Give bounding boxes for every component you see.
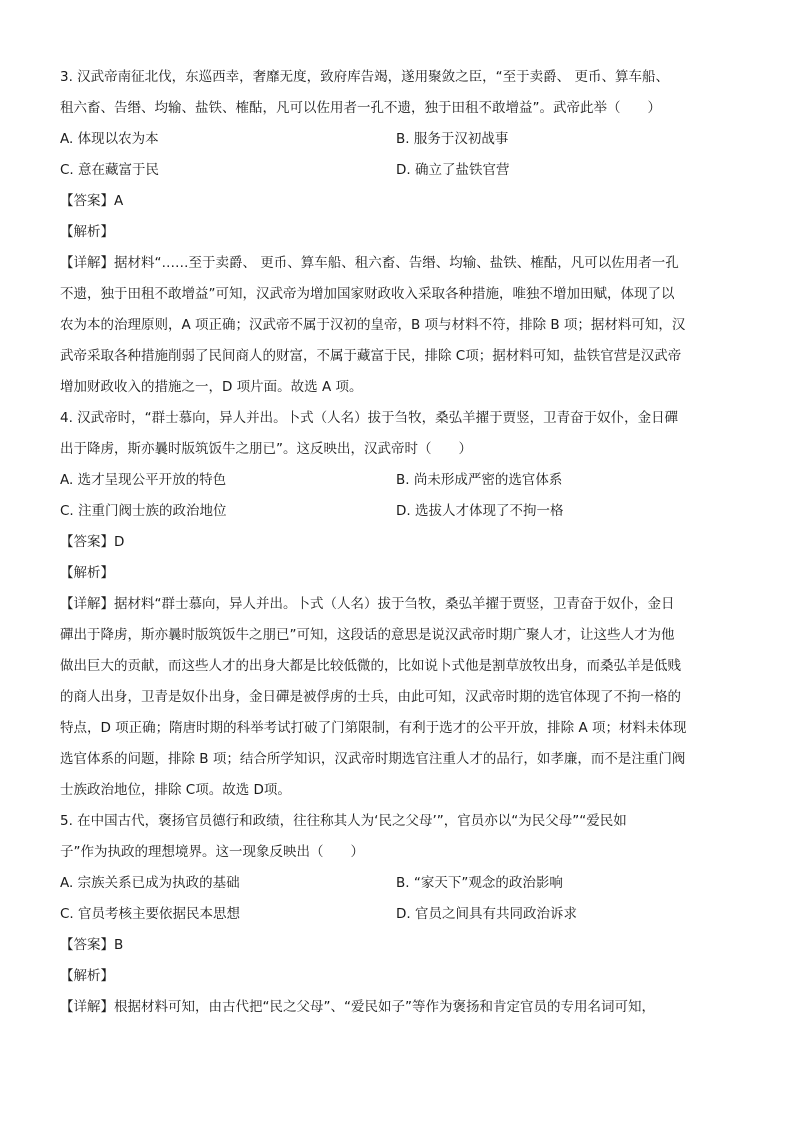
q5-detail-line-1: 【详解】根据材料可知，由古代把“民之父母”、“爱民如子”等作为褒扬和肯定官员的专用名词可知， [60, 999, 655, 1015]
q5-option-b: B. “家天下”观念的政治影响 [396, 875, 563, 891]
q4-detail-line-5: 特点，D 项正确；隋唐时期的科举考试打破了门第限制，有利于选才的公平开放，排除 A 项；材料未体现 [60, 720, 687, 736]
q5-options-row-1 [60, 868, 736, 899]
question-5 [60, 806, 736, 1023]
question-3 [60, 62, 736, 403]
q3-option-d: D. 确立了盐铁官营 [396, 162, 510, 178]
q3-detail-line-4: 武帝采取各种措施削弱了民间商人的财富，不属于藏富于民，排除 C项；据材料可知，盐铁官营是汉武帝 [60, 348, 682, 364]
q4-answer-value: D [114, 534, 125, 550]
q3-option-b: B. 服务于汉初战事 [396, 131, 509, 147]
q3-options-row-1 [60, 124, 736, 155]
q3-detail-line-2: 不遗，独于田租不敢增益”可知，汉武帝为增加国家财政收入采取各种措施，唯独不增加田赋，体现了以 [60, 286, 675, 302]
q3-option-c: C. 意在藏富于民 [60, 162, 160, 178]
q4-option-d: D. 选拔人才体现了不拘一格 [396, 503, 564, 519]
question-4 [60, 403, 736, 806]
q4-detail-line-1: 【详解】据材料“群士慕向，异人并出。卜式（人名）拔于刍牧，桑弘羊擢于贾竖，卫青奋于奴仆，金日 [60, 596, 675, 612]
q4-detail-line-3: 做出巨大的贡献，而这些人才的出身大都是比较低微的，比如说卜式他是割草放牧出身，而桑弘羊是低贱 [60, 658, 681, 674]
q4-explain-heading: 【解析】 [60, 565, 114, 581]
q5-options-row-2 [60, 899, 736, 930]
q4-stem-line-1: 4. 汉武帝时，“群士慕向，异人并出。卜式（人名）拔于刍牧，桑弘羊擢于贾竖，卫青奋于奴仆，金日磾 [60, 410, 679, 426]
q3-options-row-2 [60, 155, 736, 186]
q3-answer-value: A [114, 193, 124, 209]
q5-option-c: C. 官员考核主要依据民本思想 [60, 906, 241, 922]
answer-label: 【答案】 [60, 937, 114, 953]
q3-stem-line-1: 3. 汉武帝南征北伐，东巡西幸，奢靡无度，致府库告竭，遂用聚敛之臣，“至于卖爵、 更币、算车船、 [60, 69, 669, 85]
q3-detail-line-3: 农为本的治理原则，A 项正确；汉武帝不属于汉初的皇帝，B 项与材料不符，排除 B 项；据材料可知，汉 [60, 317, 686, 333]
q4-detail-line-2: 磾出于降虏，斯亦曩时版筑饭牛之朋已”可知，这段话的意思是说汉武帝时期广聚人才，让这些人才为他 [60, 627, 675, 643]
q3-detail-line-1: 【详解】据材料“……至于卖爵、 更币、算车船、租六畜、告缗、均输、盐铁、榷酤，凡可以佐用者一孔 [60, 255, 679, 271]
q4-option-c: C. 注重门阀士族的政治地位 [60, 503, 227, 519]
q3-detail-line-5: 增加财政收入的措施之一，D 项片面。故选 A 项。 [60, 379, 363, 395]
answer-label: 【答案】 [60, 534, 114, 550]
q5-explain-heading: 【解析】 [60, 968, 114, 984]
q4-options-row-2 [60, 496, 736, 527]
answer-label: 【答案】 [60, 193, 114, 209]
q3-answer [60, 186, 736, 217]
q4-options-row-1 [60, 465, 736, 496]
q4-stem-line-2: 出于降虏，斯亦曩时版筑饭牛之朋已”。这反映出，汉武帝时（ ） [60, 441, 472, 457]
q5-stem-line-2: 子”作为执政的理想境界。这一现象反映出（ ） [60, 844, 364, 860]
q4-option-b: B. 尚未形成严密的选官体系 [396, 472, 563, 488]
q5-option-a: A. 宗族关系已成为执政的基础 [60, 875, 240, 891]
q3-explain-heading: 【解析】 [60, 224, 114, 240]
q4-answer [60, 527, 736, 558]
q5-answer-value: B [114, 937, 124, 953]
q4-option-a: A. 选才呈现公平开放的特色 [60, 472, 227, 488]
q5-option-d: D. 官员之间具有共同政治诉求 [396, 906, 577, 922]
q4-detail-line-7: 士族政治地位，排除 C项。故选 D项。 [60, 782, 291, 798]
q4-detail-line-6: 选官体系的问题，排除 B 项；结合所学知识，汉武帝时期选官注重人才的品行，如孝廉，而不是注重门阀 [60, 751, 686, 767]
q3-stem-line-2: 租六畜、告缗、均输、盐铁、榷酤，凡可以佐用者一孔不遗，独于田租不敢增益”。武帝此举（ ） [60, 100, 661, 116]
document-page [60, 62, 736, 1023]
q5-answer [60, 930, 736, 961]
q4-detail-line-4: 的商人出身，卫青是奴仆出身，金日磾是被俘虏的士兵，由此可知，汉武帝时期的选官体现了不拘一格的 [60, 689, 681, 705]
q3-option-a: A. 体现以农为本 [60, 131, 159, 147]
q5-stem-line-1: 5. 在中国古代，褒扬官员德行和政绩，往往称其人为‘民之父母’”，官员亦以“为民父母”“爱民如 [60, 813, 627, 829]
